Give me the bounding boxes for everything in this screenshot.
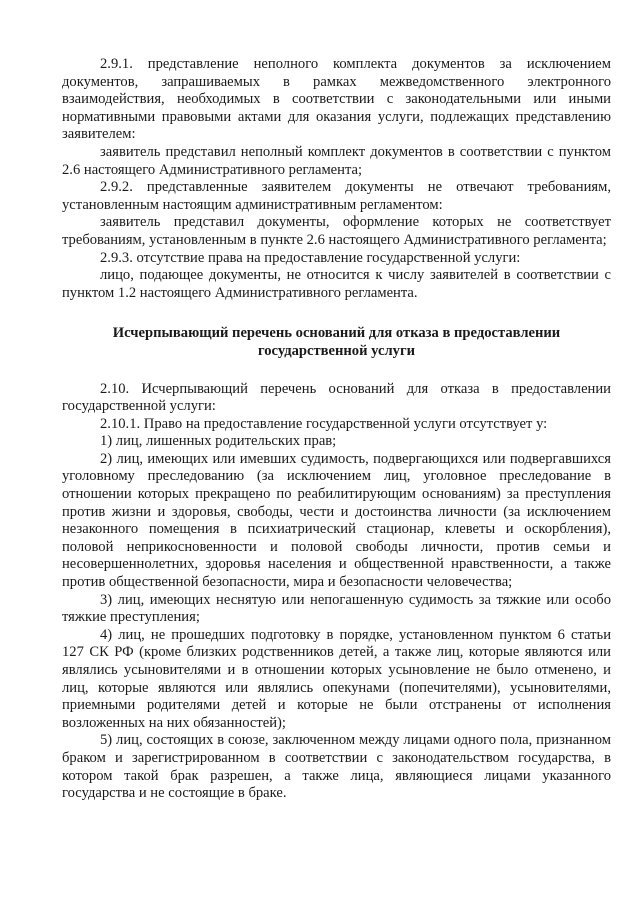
document-page xyxy=(62,56,611,803)
list-item-1: 1) лиц, лишенных родительских прав; xyxy=(100,433,337,450)
paragraph-2-9-1-detail: заявитель представил неполный комплект документов в соответствии с пунктом 2.6 настоящего Административного регламента; xyxy=(62,143,611,178)
paragraph-2-9-3-detail: лицо, подающее документы, не относится к числу заявителей в соответствии с пунктом 1.2 настоящего Административного регламента. xyxy=(62,267,611,301)
paragraph-2-9-1: 2.9.1. представление неполного комплекта документов за исключением документов, запрашиваемых в рамках межведомственного электронного взаимодействия, необходимых в соответствии с законодательными или иными нормативными правовыми актами для оказания услуги, подлежащих представлению заявителем: xyxy=(62,56,611,143)
list-item-5: 5) лиц, состоящих в союзе, заключенном между лицами одного пола, признанном браком и зарегистрированном в соответствии с законодательством государства, в котором такой брак разрешен, а также лица, являющиеся лицами указанного государства и не состоящие в браке. xyxy=(62,732,611,802)
section-heading: Исчерпывающий перечень оснований для отказа в предоставлении государственной услуги xyxy=(112,325,561,359)
paragraph-2-9-2-detail: заявитель представил документы, оформление которых не соответствует требованиям, установленным в пункте 2.6 настоящего Административного регламента; xyxy=(62,214,611,248)
list-item-3: 3) лиц, имеющих неснятую или непогашенную судимость за тяжкие или особо тяжкие преступления; xyxy=(62,591,611,626)
paragraph-2-10-1: 2.10.1. Право на предоставление государственной услуги отсутствует у: xyxy=(100,415,548,432)
paragraph-2-10: 2.10. Исчерпывающий перечень оснований для отказа в предоставлении государственной услуги: xyxy=(62,380,611,415)
paragraph-2-9-3: 2.9.3. отсутствие права на предоставление государственной услуги: xyxy=(100,249,521,266)
list-item-4: 4) лиц, не прошедших подготовку в порядке, установленном пунктом 6 статьи 127 СК РФ (кроме близких родственников детей, а также лиц, которые являются или являлись усыновителями и в отношении которых усыновление не было отменено, и лиц, которые являются или являлись опекунами (попечителями), усыновителями, приемными родителями детей и которые не были отстранены от исполнения возложенных на них обязанностей); xyxy=(62,626,611,731)
list-item-2: 2) лиц, имеющих или имевших судимость, подвергающихся или подвергавшихся уголовному преследованию (за исключением лиц, уголовное преследование в отношении которых прекращено по реабилитирующим основаниям) за преступления против жизни и здоровья, свободы, чести и достоинства личности (за исключением незаконного помещения в психиатрический стационар, клеветы и оскорбления), половой неприкосновенности и половой свободы личности, против семьи и несовершеннолетних, здоровья населения и общественной нравственности, а также против общественной безопасности, мира и безопасности человечества; xyxy=(62,450,611,591)
paragraph-2-9-2: 2.9.2. представленные заявителем документы не отвечают требованиям, установленным настоящим административным регламентом: xyxy=(62,179,611,213)
